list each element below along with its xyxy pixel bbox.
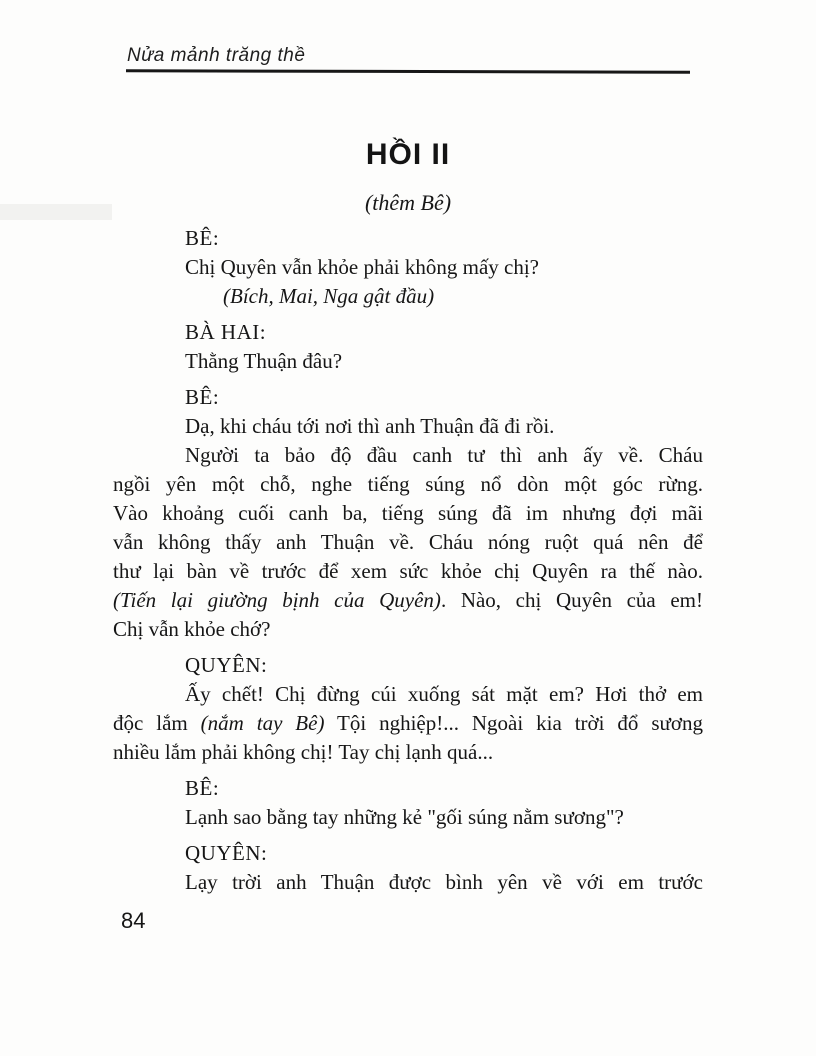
speech-block — [113, 839, 703, 897]
speaker-label: BÊ: — [185, 226, 220, 250]
text-segment: . Nào, chị Quyên của em! — [440, 588, 703, 612]
speaker-label: QUYÊN: — [185, 653, 268, 677]
text-segment: Người ta bảo độ đầu canh tư thì anh ấy về. Cháu — [185, 443, 703, 467]
text-segment: Lạy trời anh Thuận được bình yên về với em trước — [185, 870, 703, 894]
speaker-label: BÊ: — [185, 776, 220, 800]
dialogue-line — [113, 557, 703, 586]
text-segment: Ấy chết! Chị đừng cúi xuống sát mặt em? Hơi thở em — [185, 682, 703, 706]
act-subtitle: (thêm Bê) — [364, 190, 452, 215]
italic-text-segment: (Tiến lại giường bịnh của Quyên) — [113, 588, 441, 612]
italic-text-segment: (Bích, Mai, Nga gật đầu) — [223, 284, 435, 308]
act-title: HỒI II — [365, 138, 451, 171]
text-segment: Chị vẫn khỏe chớ? — [113, 617, 271, 641]
page-number: 84 — [121, 908, 146, 933]
speech-block — [113, 651, 703, 767]
dialogue-body — [113, 224, 703, 897]
text-segment: ngồi yên một chỗ, nghe tiếng súng nổ dòn một góc rừng. — [113, 472, 703, 496]
header-rule — [126, 69, 690, 73]
dialogue-line — [113, 803, 703, 832]
speech-block — [113, 318, 703, 376]
dialogue-line — [113, 470, 703, 499]
speaker-label: QUYÊN: — [185, 841, 268, 865]
text-segment: Lạnh sao bằng tay những kẻ "gối súng nằm sương"? — [185, 805, 624, 829]
dialogue-line — [113, 586, 703, 615]
text-segment: Thằng Thuận đâu? — [185, 349, 343, 373]
speaker-label: BÊ: — [185, 385, 220, 409]
speech-block — [113, 224, 703, 311]
speaker-label: BÀ HAI: — [185, 320, 267, 344]
dialogue-line — [113, 709, 703, 738]
dialogue-line — [113, 528, 703, 557]
text-segment: Dạ, khi cháu tới nơi thì anh Thuận đã đi rồi. — [185, 414, 555, 438]
text-segment: thư lại bàn về trước để xem sức khỏe chị Quyên ra thế nào. — [113, 559, 703, 583]
dialogue-line — [113, 615, 703, 644]
speech-block — [113, 774, 703, 832]
italic-text-segment: (nắm tay Bê) — [200, 711, 325, 735]
dialogue-line — [113, 441, 703, 470]
text-segment: độc lắm — [113, 711, 201, 735]
text-segment: nhiều lắm phải không chị! Tay chị lạnh quá... — [113, 740, 494, 764]
dialogue-line — [113, 347, 703, 376]
stage-direction — [113, 282, 703, 311]
dialogue-line — [113, 499, 703, 528]
text-segment: vẫn không thấy anh Thuận về. Cháu nóng ruột quá nên để — [113, 530, 703, 554]
dialogue-line — [113, 868, 703, 897]
dialogue-line — [113, 680, 703, 709]
dialogue-line — [113, 253, 703, 282]
running-title: Nửa mảnh trăng thề — [127, 45, 306, 66]
dialogue-line — [113, 738, 703, 767]
dialogue-line — [113, 412, 703, 441]
text-segment: Tội nghiệp!... Ngoài kia trời đổ sương — [324, 711, 703, 735]
text-segment: Chị Quyên vẫn khỏe phải không mấy chị? — [185, 255, 540, 279]
speech-block — [113, 383, 703, 644]
text-segment: Vào khoảng cuối canh ba, tiếng súng đã im nhưng đợi mãi — [113, 501, 703, 525]
